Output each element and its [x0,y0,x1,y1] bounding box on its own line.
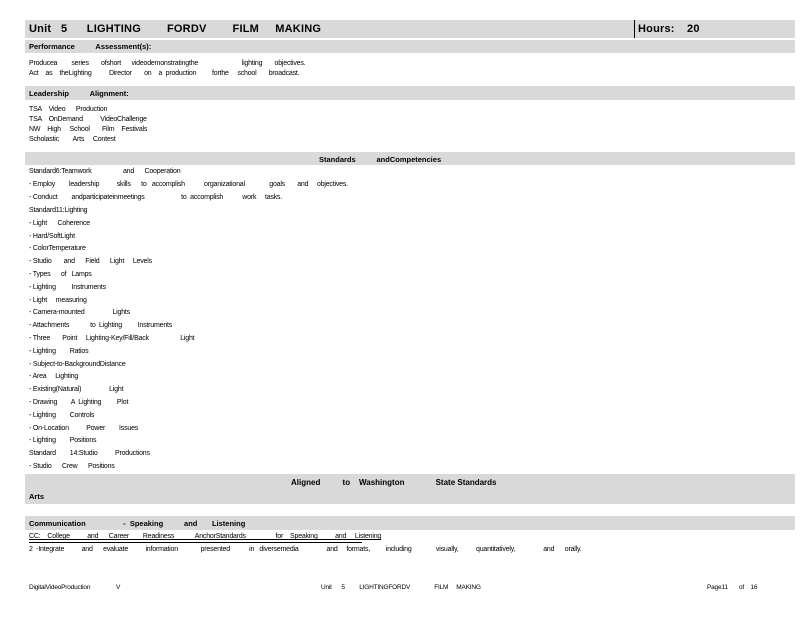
standards-line: Standard6:Teamwork and Cooperation [29,168,181,175]
footer-unit: Unit 5 LIGHTINGFORDV FILM MAKING [321,584,481,591]
performance-line-1: Producea series ofshort videodemonstratingthe lighting objectives. [29,60,306,67]
leadership-line-2: TSA OnDemand VideoChallenge [29,116,147,123]
standards-line: - Existing(Natural) Light [29,386,124,393]
standards-line: - Lighting Ratios [29,348,89,355]
communication-heading: Communication - Speaking and Listening [29,519,246,528]
standards-line: - Hard/SoftLight [29,233,75,240]
ccr-underline [29,542,362,543]
aligned-subheading: Arts [29,492,45,501]
hours-value: 20 [687,23,700,35]
performance-line-2: Act as theLighting Director on a production forthe school broadcast. [29,70,300,77]
standards-line: - Area Lighting [29,373,79,380]
standards-line: - Lighting Positions [29,437,97,444]
footer-course: DigitalVideoProduction V [29,584,121,591]
leadership-line-3: NW High School Film Festivals [29,126,148,133]
leadership-band [25,86,795,100]
hours-label: Hours: [638,23,675,35]
leadership-line-4: Scholastic Arts Contest [29,136,116,143]
standards-line: - Lighting Instruments [29,284,106,291]
standards-line: - Attachments to Lighting Instruments [29,322,173,329]
standards-line: - Drawing A Lighting Plot [29,399,129,406]
standards-line: - On-Location Power Issues [29,425,139,432]
standards-line: - Light Coherence [29,220,90,227]
standards-line: - Types of Lamps [29,271,92,278]
standards-line: - Three Point Lighting-Key/Fill/Back Light [29,335,195,342]
standards-line: Standard 14:Studio Productions [29,450,150,457]
leadership-line-1: TSA Video Production [29,106,108,113]
leadership-heading: Leadership Alignment: [29,89,129,98]
footer-page: Page11 of 16 [707,584,758,591]
header-divider [634,20,635,38]
communication-item: 2 -Integrate and evaluate information presented in diversemedia and formats, including visually, quantitatively, and orally. [29,546,582,553]
standards-line: - Camera-mounted Lights [29,309,130,316]
standards-line: - Conduct andparticipateinmeetings to accomplish work tasks. [29,194,283,201]
ccr-anchor-line: CC: College and Career Readiness AnchorStandards for Speaking and Listening [29,533,382,540]
standards-line: - Subject-to-BackgroundDistance [29,361,126,368]
unit-title: Unit 5 LIGHTING FORDV FILM MAKING [29,23,322,35]
standards-line: - Employ leadership skills to accomplish organizational goals and objectives. [29,181,348,188]
standards-line: - ColorTemperature [29,245,86,252]
standards-line: - Lighting Controls [29,412,95,419]
standards-line: - Studio and Field Light Levels [29,258,152,265]
performance-heading: Performance Assessment(s): [29,42,152,51]
standards-line: - Studio Crew Positions [29,463,115,470]
standards-line: - Light measuring [29,297,87,304]
aligned-heading: Aligned to Washington State Standards [291,478,497,487]
standards-heading: Standards andCompetencies [319,155,442,164]
standards-line: Standard11:Lighting [29,207,88,214]
